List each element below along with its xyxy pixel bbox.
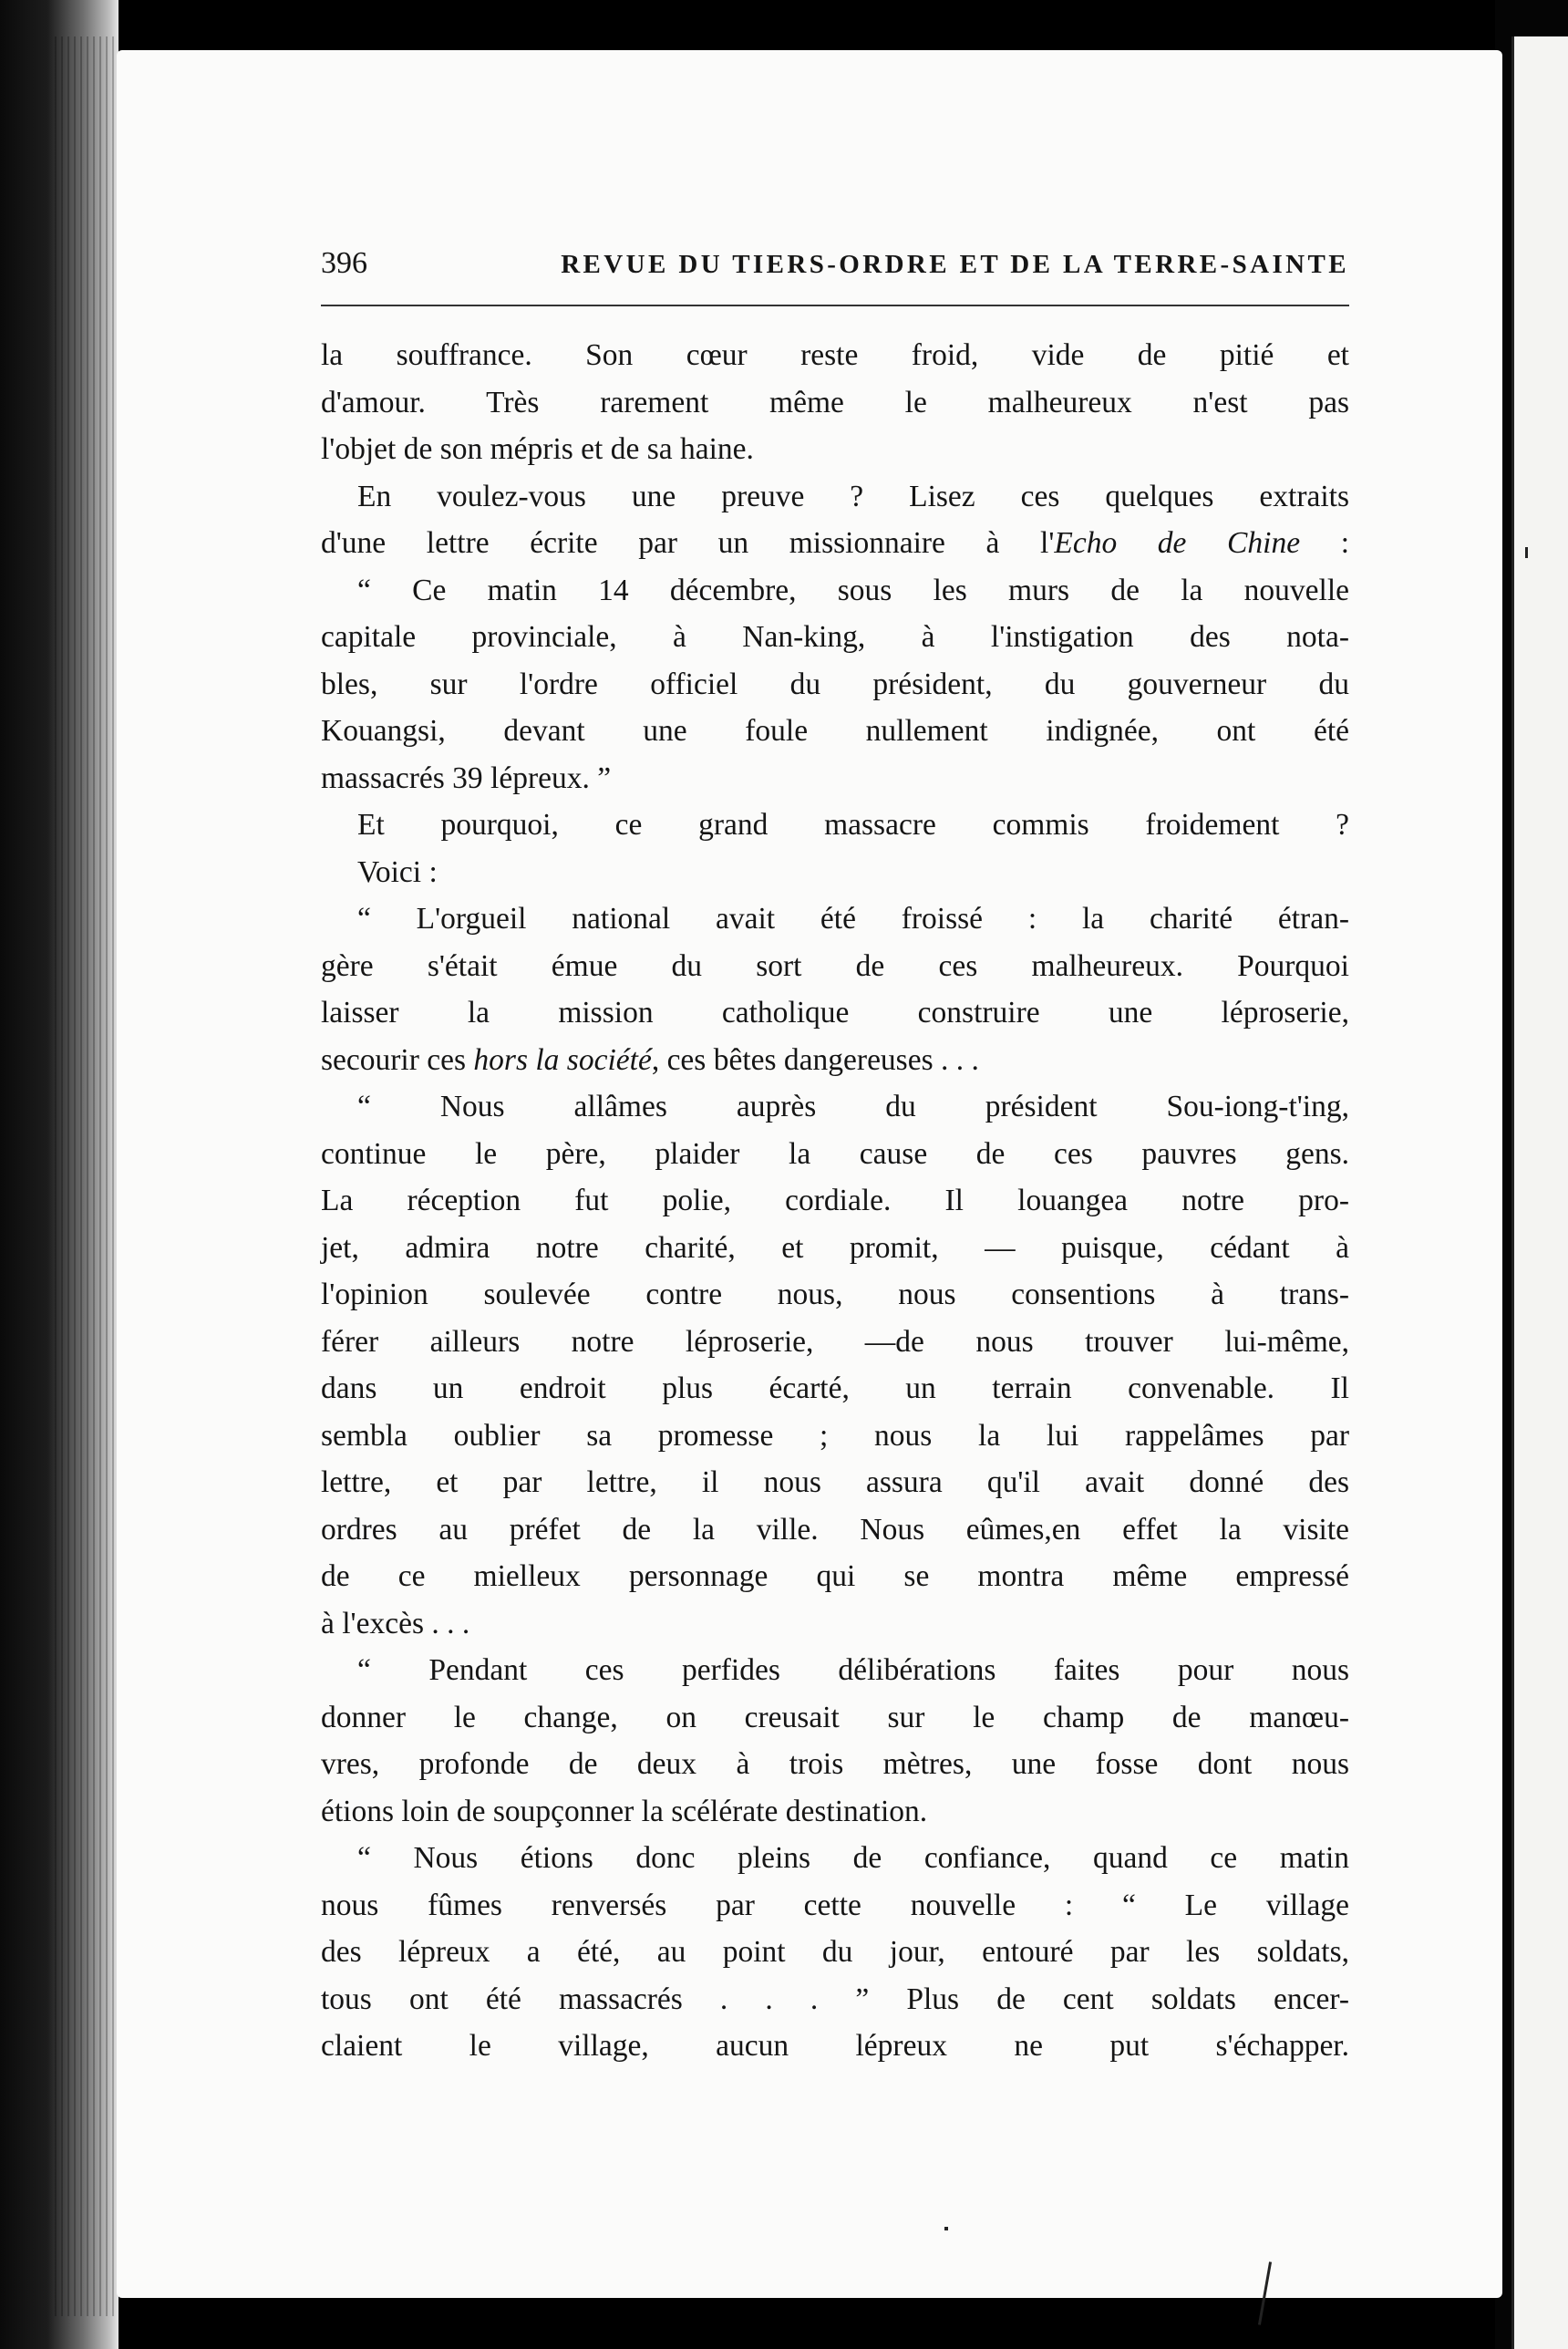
text-line [321, 1600, 1349, 1648]
line-text: l'opinion soulevée contre nous, nous consentions à trans- [321, 1278, 1349, 1311]
line-text: vres, profonde de deux à trois mètres, une fosse dont nous [321, 1747, 1349, 1781]
text-line [321, 426, 1349, 473]
body-text [321, 332, 1349, 2070]
line-text: lettre, et par lettre, il nous assura qu'il avait donné des [321, 1465, 1349, 1499]
line-tail: : [1300, 526, 1350, 560]
line-text: ordres au préfet de la ville. Nous eûmes,en effet la visite [321, 1512, 1349, 1547]
scan-speck [944, 2227, 948, 2230]
running-head [321, 246, 1349, 290]
text-line [321, 661, 1349, 709]
text-line [321, 1647, 1349, 1694]
line-text: nous fûmes renversés par cette nouvelle : “ Le village [321, 1888, 1349, 1922]
text-line [321, 2023, 1349, 2070]
line-text: d'une lettre écrite par un missionnaire à l' [321, 526, 1055, 560]
text-line [321, 943, 1349, 990]
line-text: Voici : [357, 854, 438, 889]
line-text: sembla oublier sa promesse ; nous la lui rappelâmes par [321, 1418, 1349, 1453]
line-text: férer ailleurs notre léproserie, —de nous trouver lui-même, [321, 1324, 1349, 1359]
text-line [321, 1694, 1349, 1742]
line-text: continue le père, plaider la cause de ces pauvres gens. [321, 1136, 1349, 1171]
page-number: 396 [321, 246, 367, 280]
line-text: secourir ces [321, 1042, 474, 1077]
text-line [321, 1177, 1349, 1225]
line-text: la souffrance. Son cœur reste froid, vide de pitié et [321, 338, 1349, 372]
text-line [321, 614, 1349, 661]
italic-title: Echo de Chine [1054, 526, 1301, 560]
line-text: En voulez-vous une preuve ? Lisez ces quelques extraits [357, 479, 1349, 513]
page-text-block [321, 246, 1349, 2070]
text-line [321, 802, 1349, 849]
line-text: gère s'était émue du sort de ces malheureux. Pourquoi [321, 948, 1349, 983]
running-title: REVUE DU TIERS-ORDRE ET DE LA TERRE-SAINTE [561, 250, 1349, 279]
text-line [321, 473, 1349, 521]
text-line [321, 1413, 1349, 1460]
line-text: étions loin de soupçonner la scélérate destination. [321, 1794, 928, 1828]
line-text: capitale provinciale, à Nan-king, à l'instigation des nota- [321, 620, 1349, 654]
next-page-edge [1511, 36, 1568, 2349]
line-text: d'amour. Très rarement même le malheureux n'est pas [321, 385, 1349, 419]
line-text: Et pourquoi, ce grand massacre commis froidement ? [357, 808, 1349, 842]
line-text: “ L'orgueil national avait été froissé : la charité étran- [357, 902, 1349, 936]
line-text: des lépreux a été, au point du jour, entouré par les soldats, [321, 1935, 1349, 1969]
text-line [321, 755, 1349, 802]
text-line [321, 1553, 1349, 1600]
line-text: jet, admira notre charité, et promit, — puisque, cédant à [321, 1230, 1349, 1265]
italic-phrase: hors la société [473, 1042, 652, 1077]
line-text: La réception fut polie, cordiale. Il louangea notre pro- [321, 1184, 1349, 1217]
line-text: Kouangsi, devant une foule nullement indignée, ont été [321, 714, 1349, 748]
line-text: l'objet de son mépris et de sa haine. [321, 432, 754, 466]
text-line [321, 1319, 1349, 1366]
text-line [321, 1271, 1349, 1319]
line-text: de ce mielleux personnage qui se montra même empressé [321, 1559, 1349, 1593]
line-text: bles, sur l'ordre officiel du président, du gouverneur du [321, 667, 1349, 701]
text-line [321, 1788, 1349, 1836]
header-rule [321, 305, 1349, 306]
text-line [321, 1506, 1349, 1554]
line-tail: , ces bêtes dangereuses . . . [651, 1042, 979, 1077]
gutter-streaks [55, 36, 119, 2316]
text-line [321, 1835, 1349, 1882]
text-line [321, 1083, 1349, 1131]
text-line [321, 520, 1349, 567]
text-line [321, 332, 1349, 379]
scan-gutter [0, 0, 119, 2349]
line-text: donner le change, on creusait sur le champ de manœu- [321, 1700, 1349, 1734]
text-line [321, 1225, 1349, 1272]
line-text: tous ont été massacrés . . . ” Plus de cent soldats encer- [321, 1982, 1349, 2016]
text-line [321, 895, 1349, 943]
text-line [321, 1365, 1349, 1413]
text-line [321, 1131, 1349, 1178]
text-line [321, 1741, 1349, 1788]
text-line [321, 567, 1349, 615]
text-line [321, 1459, 1349, 1506]
line-text: “ Nous étions donc pleins de confiance, quand ce matin [357, 1841, 1349, 1875]
line-text: à l'excès . . . [321, 1606, 470, 1640]
text-line [321, 379, 1349, 427]
line-text: massacrés 39 lépreux. ” [321, 761, 612, 795]
line-text: dans un endroit plus écarté, un terrain convenable. Il [321, 1371, 1349, 1405]
text-line [321, 1976, 1349, 2023]
text-line [321, 708, 1349, 755]
line-text: claient le village, aucun lépreux ne put s'échapper. [321, 2029, 1349, 2063]
text-line [321, 1929, 1349, 1976]
line-text: “ Nous allâmes auprès du président Sou-iong-t'ing, [357, 1090, 1349, 1123]
text-line [321, 1037, 1349, 1084]
text-line [321, 849, 1349, 896]
line-text: “ Ce matin 14 décembre, sous les murs de la nouvelle [357, 573, 1349, 607]
line-text: “ Pendant ces perfides délibérations faites pour nous [357, 1653, 1349, 1687]
text-line [321, 1882, 1349, 1930]
line-text: laisser la mission catholique construire une léproserie, [321, 996, 1349, 1030]
text-line [321, 989, 1349, 1037]
scan-speck [1525, 547, 1528, 558]
